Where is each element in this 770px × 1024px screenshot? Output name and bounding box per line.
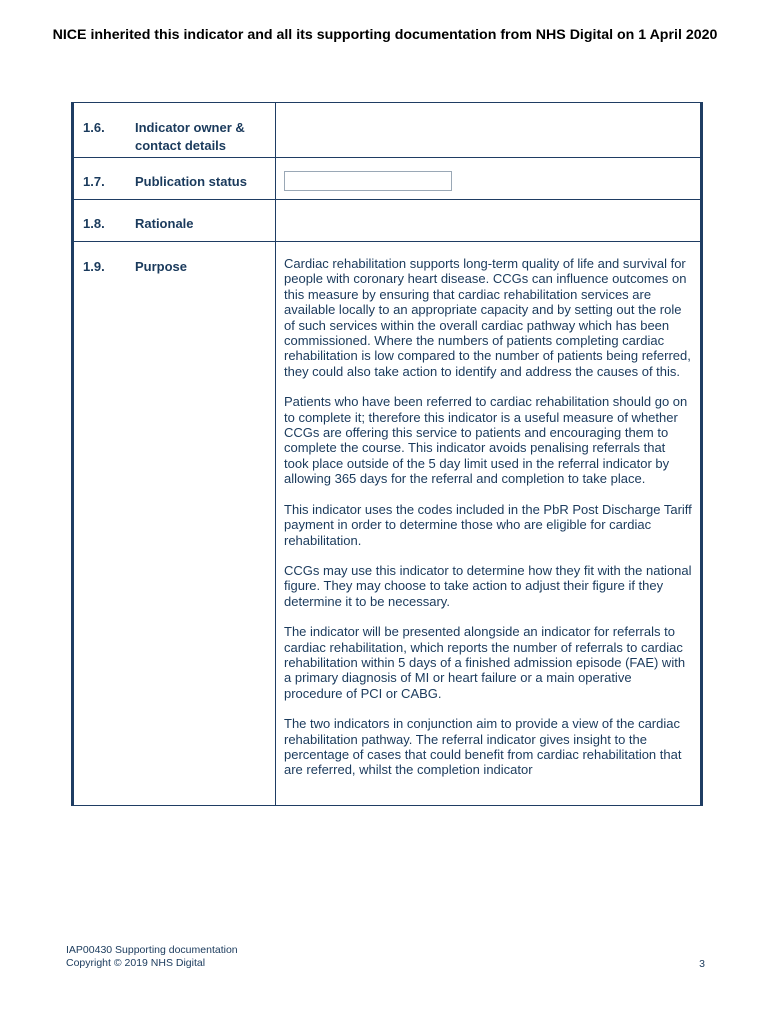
row-label-owner: Indicator owner & contact details (135, 120, 245, 153)
owner-value (276, 103, 702, 158)
indicator-spec-table (71, 102, 703, 806)
inheritance-notice: NICE inherited this indicator and all its supporting documentation from NHS Digital on 1 April 2020 (52, 27, 718, 43)
page-footer (66, 944, 238, 970)
purpose-paragraph: The two indicators in conjunction aim to provide a view of the cardiac rehabilitation pathway. The referral indicator gives insight to the percentage of cases that could benefit from cardiac rehabilitation that are referred, whilst the completion indicator (284, 716, 682, 778)
rationale-value (276, 200, 702, 242)
table-row (73, 103, 702, 158)
table-row (73, 242, 702, 806)
table-row (73, 200, 702, 242)
copyright-notice: Copyright © 2019 NHS Digital (66, 957, 206, 969)
purpose-paragraph: Patients who have been referred to cardiac rehabilitation should go on to complete it; therefore this indicator is a useful measure of whether CCGs are offering this service to patients and encouraging them to complete the course. This indicator avoids penalising referrals that took place outside of the 5 day limit used in the referral indicator by allowing 365 days for the referral and completion to take place. (284, 394, 688, 487)
row-label-purpose: Purpose (135, 259, 188, 274)
row-number: 1.7. (83, 174, 105, 189)
purpose-paragraph: CCGs may use this indicator to determine how they fit with the national figure. They may choose to take action to adjust their figure if they determine it to be necessary. (284, 562, 692, 609)
purpose-paragraph: The indicator will be presented alongside an indicator for referrals to cardiac rehabilitation, which reports the number of referrals to cardiac rehabilitation within 5 days of a finished admission episode (FAE) with a primary diagnosis of MI or heart failure or a main operative procedure of PCI or CABG. (284, 624, 686, 701)
document-id: IAP00430 Supporting documentation (66, 944, 238, 956)
row-number: 1.9. (83, 259, 105, 274)
row-label-publication-status: Publication status (135, 174, 247, 189)
page-number: 3 (699, 958, 705, 970)
row-number: 1.6. (83, 120, 105, 135)
purpose-text (284, 256, 692, 805)
purpose-paragraph: Cardiac rehabilitation supports long-term quality of life and survival for people with coronary heart disease. CCGs can influence outcomes on this measure by ensuring that cardiac rehabilitation services are available locally to an appropriate capacity and by setting out the role of such services within the overall cardiac pathway which has been commissioned. Where the numbers of patients completing cardiac rehabilitation is low compared to the number of patients being referred, they could also take action to identify and address the causes of this. (284, 256, 691, 379)
row-label-rationale: Rationale (135, 216, 194, 231)
row-number: 1.8. (83, 216, 105, 231)
publication-status-field[interactable] (284, 171, 452, 191)
purpose-paragraph: This indicator uses the codes included in the PbR Post Discharge Tariff payment in order to determine those who are eligible for cardiac rehabilitation. (284, 501, 692, 548)
table-row (73, 158, 702, 200)
